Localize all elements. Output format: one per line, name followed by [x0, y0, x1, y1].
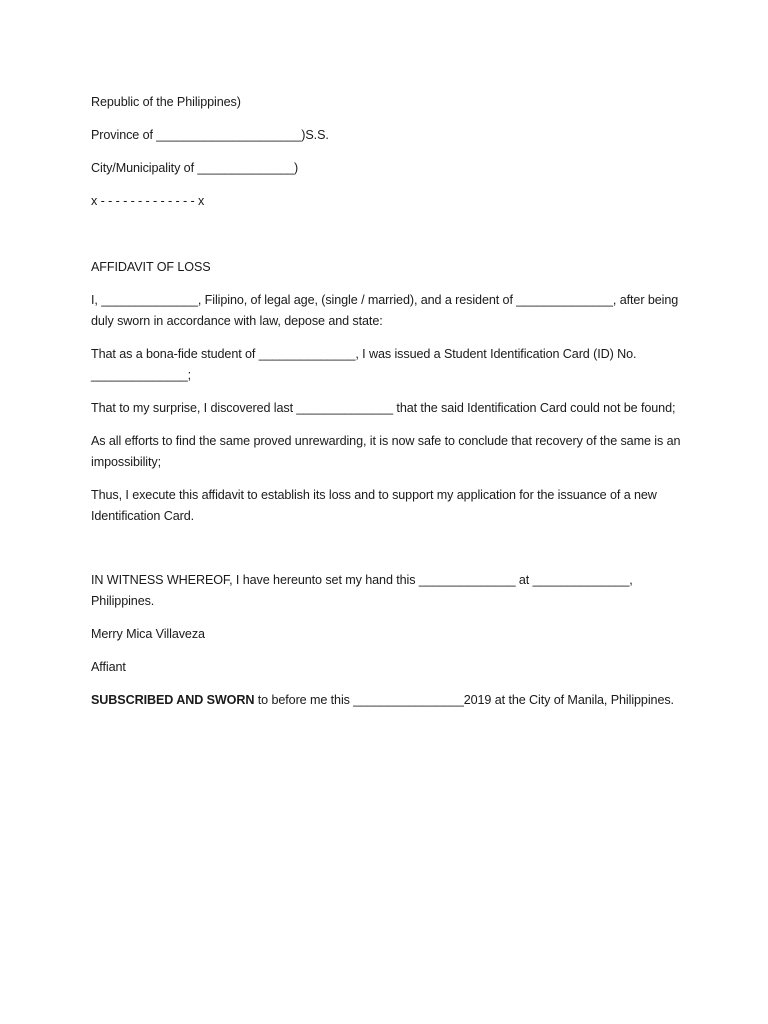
paragraph-purpose: Thus, I execute this affidavit to establish its loss and to support my application for the issuance of a new Identification Card. [91, 488, 661, 523]
witness-line: IN WITNESS WHEREOF, I have hereunto set my hand this ______________ at ______________, Philippines. [91, 573, 637, 608]
paragraph-efforts: As all efforts to find the same proved unrewarding, it is now safe to conclude that recovery of the same is an impossibility; [91, 434, 684, 469]
paragraph-identity: I, ______________, Filipino, of legal age, (single / married), and a resident of ______________, after being duly sworn in accordance with law, depose and state: [91, 293, 682, 328]
separator-line: x - - - - - - - - - - - - - x [91, 194, 205, 208]
document-title: AFFIDAVIT OF LOSS [91, 260, 211, 274]
paragraph-student [91, 344, 691, 386]
jurat-bold-text: SUBSCRIBED AND SWORN [91, 693, 255, 707]
affiant-label: Affiant [91, 660, 126, 674]
province-line: Province of _____________________)S.S. [91, 128, 329, 142]
jurat-line [91, 690, 691, 711]
paragraph-discovery: That to my surprise, I discovered last ______________ that the said Identification Card could not be found; [91, 401, 676, 415]
paragraph-student-line1: That as a bona-fide student of ______________, I was issued a Student Identification Card (ID) No. [91, 347, 637, 361]
paragraph-student-line2: ______________; [91, 368, 192, 382]
affiant-name: Merry Mica Villaveza [91, 627, 205, 641]
jurat-rest-text: to before me this ________________2019 at the City of Manila, Philippines. [254, 693, 674, 707]
republic-line: Republic of the Philippines) [91, 95, 241, 109]
city-line: City/Municipality of ______________) [91, 161, 299, 175]
affidavit-content [91, 92, 691, 711]
